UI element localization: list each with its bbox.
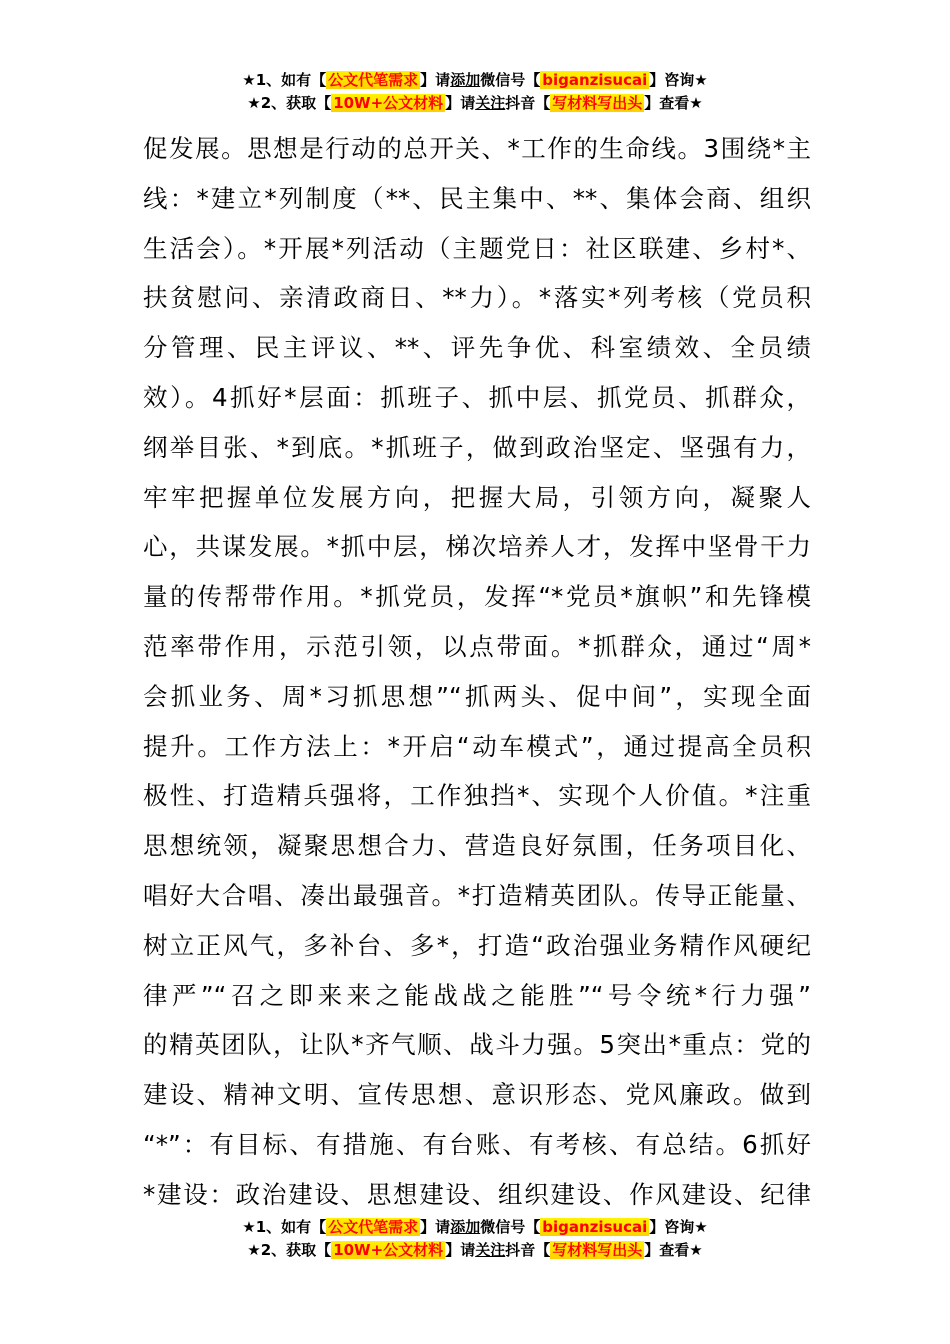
banner-line-2 [0, 1239, 950, 1262]
body-line: 树立正风气，多补台、多*，打造“政治强业务精作风硬纪 [143, 930, 811, 960]
body-line: 提升。工作方法上：*开启“动车模式”，通过提高全员积 [143, 731, 811, 761]
banner-line-1 [0, 69, 950, 92]
body-line: 量的传帮带作用。*抓党员，发挥“*党员*旗帜”和先锋模 [143, 582, 811, 612]
banner-text: 微信号【 [480, 71, 541, 89]
banner-highlight: 公文代笔需求 [328, 71, 419, 89]
body-line: 建设、精神文明、宣传思想、意识形态、党风廉政。做到 [143, 1080, 811, 1110]
banner-highlight: 10W+公文材料 [333, 1241, 444, 1259]
banner-underlined: 添加 [450, 1218, 481, 1236]
banner-text: 】咨询★ [649, 1218, 708, 1236]
banner-highlight: 10W+公文材料 [333, 94, 444, 112]
banner-text: ★1、如有【 [242, 71, 327, 89]
body-line: 律严”“召之即来来之能战战之能胜”“号令统*行力强” [143, 980, 811, 1010]
body-line: 心，共谋发展。*抓中层，梯次培养人才，发挥中坚骨干力 [143, 532, 811, 562]
banner-text: 】查看★ [644, 94, 703, 112]
banner-text: 】查看★ [644, 1241, 703, 1259]
body-line: 效）。4抓好*层面：抓班子、抓中层、抓党员、抓群众， [143, 382, 811, 412]
body-line: *建设：政治建设、思想建设、组织建设、作风建设、纪律 [143, 1179, 811, 1209]
banner-text: 抖音【 [505, 94, 551, 112]
document-body [143, 124, 811, 1220]
banner-text: 抖音【 [505, 1241, 551, 1259]
banner-line-1 [0, 1216, 950, 1239]
banner-highlight: biganzisucai [542, 1218, 648, 1236]
body-line: 唱好大合唱、凑出最强音。*打造精英团队。传导正能量、 [143, 880, 811, 910]
banner-text: 】咨询★ [649, 71, 708, 89]
header-banner [0, 69, 950, 115]
banner-text: ★2、获取【 [247, 94, 332, 112]
body-line: 会抓业务、周*习抓思想”“抓两头、促中间”，实现全面 [143, 681, 811, 711]
banner-text: 】请 [420, 71, 451, 89]
banner-underlined: 关注 [475, 1241, 506, 1259]
body-line: 促发展。思想是行动的总开关、*工作的生命线。3围绕*主 [143, 134, 811, 163]
banner-underlined: 关注 [475, 94, 506, 112]
body-line: 线：*建立*列制度（**、民主集中、**、集体会商、组织 [143, 183, 811, 213]
body-line: 的精英团队，让队*齐气顺、战斗力强。5突出*重点：党的 [143, 1030, 811, 1060]
banner-text: ★2、获取【 [247, 1241, 332, 1259]
body-line: 牢牢把握单位发展方向，把握大局，引领方向，凝聚人 [143, 482, 811, 512]
banner-highlight: 公文代笔需求 [328, 1218, 419, 1236]
body-line: 扶贫慰问、亲清政商日、**力）。*落实*列考核（党员积 [143, 283, 811, 313]
footer-banner [0, 1216, 950, 1262]
body-line: 范率带作用，示范引领，以点带面。*抓群众，通过“周* [143, 631, 811, 661]
banner-text: 】请 [420, 1218, 451, 1236]
banner-highlight: 写材料写出头 [552, 94, 643, 112]
body-line: 生活会）。*开展*列活动（主题党日：社区联建、乡村*、 [143, 233, 811, 263]
body-line: 纲举目张、*到底。*抓班子，做到政治坚定、坚强有力， [143, 432, 811, 462]
body-line: 极性、打造精兵强将，工作独挡*、实现个人价值。*注重 [143, 781, 811, 811]
banner-highlight: 写材料写出头 [552, 1241, 643, 1259]
body-line: 思想统领，凝聚思想合力、营造良好氛围，任务项目化、 [143, 831, 811, 861]
body-line: 分管理、民主评议、**、评先争优、科室绩效、全员绩 [143, 333, 811, 363]
banner-underlined: 添加 [450, 71, 481, 89]
banner-line-2 [0, 92, 950, 115]
banner-highlight: biganzisucai [542, 71, 648, 89]
banner-text: 】请 [445, 94, 476, 112]
banner-text: 】请 [445, 1241, 476, 1259]
banner-text: ★1、如有【 [242, 1218, 327, 1236]
body-line: “*”：有目标、有措施、有台账、有考核、有总结。6抓好 [143, 1129, 811, 1159]
banner-text: 微信号【 [480, 1218, 541, 1236]
